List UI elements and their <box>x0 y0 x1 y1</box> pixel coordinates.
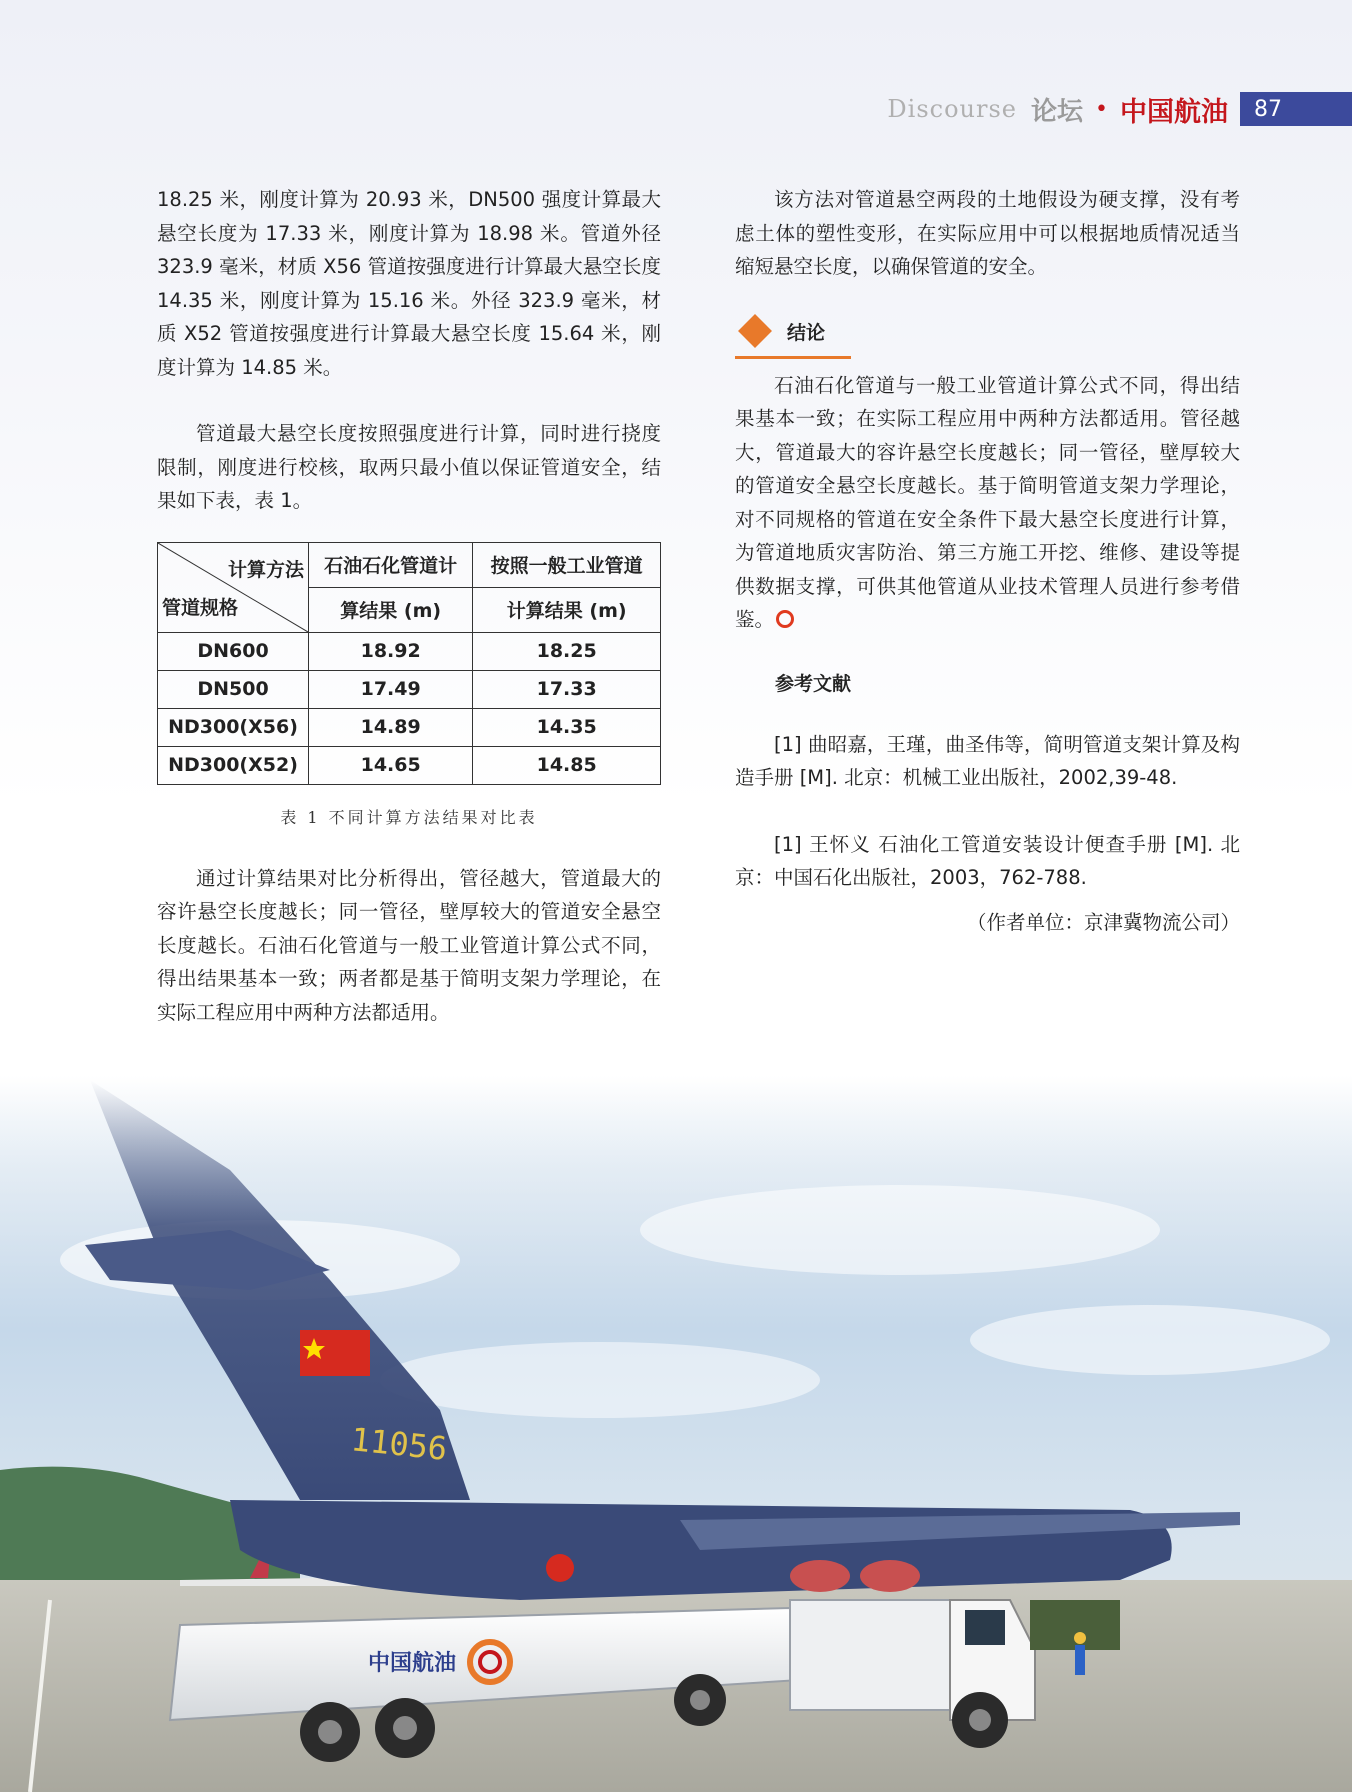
section-label-en: Discourse <box>887 95 1017 123</box>
page-number: 87 <box>1240 92 1352 126</box>
right-column <box>735 183 1240 935</box>
comparison-table <box>157 542 661 785</box>
table-row <box>158 708 661 746</box>
table-cell: 18.25 <box>473 632 661 670</box>
diamond-icon <box>738 314 772 348</box>
header-spec: 管道规格 <box>162 596 239 619</box>
left-column <box>157 183 661 1029</box>
author-affiliation: （作者单位：京津冀物流公司） <box>966 910 1240 934</box>
table-cell: 14.35 <box>473 708 661 746</box>
paragraph: 18.25 米，刚度计算为 20.93 米，DN500 强度计算最大悬空长度为 17.33 米，刚度计算为 18.98 米。管道外径 323.9 毫米，材质 X56 管道按强度进行计算最大悬空长度 14.35 米，刚度计算为 15.16 米。外径 323.9 毫米，材质 X52 管道按强度进行计算最大悬空长度 15.64 米，刚度计算为 14.85 米。 <box>157 188 661 379</box>
separator-dot: • <box>1095 96 1108 122</box>
running-header <box>887 92 1352 126</box>
references-title: 参考文献 <box>775 672 852 695</box>
column-header: 石油石化管道计 <box>309 542 473 587</box>
table-cell: 14.85 <box>473 746 661 784</box>
aircraft-refueling-photo <box>0 1080 1352 1792</box>
table-cell: 17.49 <box>309 670 473 708</box>
table-cell: ND300(X56) <box>158 708 309 746</box>
table-row <box>158 670 661 708</box>
truck-brand: 中国航油 <box>368 1651 457 1676</box>
tail-number: 11056 <box>349 1420 449 1469</box>
table-cell: DN500 <box>158 670 309 708</box>
section-title: 结论 <box>787 321 826 344</box>
paragraph: 管道最大悬空长度按照强度进行计算，同时进行挠度限制，刚度进行校核，取两只最小值以保证管道安全，结果如下表，表 1。 <box>157 422 661 512</box>
table-cell: DN600 <box>158 632 309 670</box>
paragraph: 通过计算结果对比分析得出，管径越大，管道最大的容许悬空长度越长；同一管径，壁厚较大的管道安全悬空长度越长。石油石化管道与一般工业管道计算公式不同，得出结果基本一致；两者都是基于简明支架力学理论，在实际工程应用中两种方法都适用。 <box>157 866 661 1024</box>
column-header: 计算结果 (m) <box>473 587 661 632</box>
table-row <box>158 746 661 784</box>
header-method: 计算方法 <box>227 558 304 581</box>
section-underline <box>735 356 851 359</box>
magazine-brand: 中国航油 <box>1120 96 1228 128</box>
paragraph <box>735 369 1240 637</box>
paragraph: 该方法对管道悬空两段的土地假设为硬支撑，没有考虑土体的塑性变形，在实际应用中可以根据地质情况适当缩短悬空长度，以确保管道的安全。 <box>735 188 1240 278</box>
table-cell: 14.89 <box>309 708 473 746</box>
section-heading <box>735 318 1240 345</box>
conclusion-text: 石油石化管道与一般工业管道计算公式不同，得出结果基本一致；在实际工程应用中两种方法都适用。管径越大，管道最大的容许悬空长度越长；同一管径，壁厚较大的管道安全悬空长度越长。基于简明管道支架力学理论，对不同规格的管道在安全条件下最大悬空长度进行计算，为管道地质灾害防治、第三方施工开挖、维修、建设等提供数据支撑，可供其他管道从业技术管理人员进行参考借鉴。 <box>735 373 1240 631</box>
reference-item: [1] 曲昭嘉，王瑾，曲圣伟等，简明管道支架计算及构造手册 [M]. 北京：机械工业出版社，2002,39-48. <box>735 732 1240 789</box>
table-caption: 表 1 不同计算方法结果对比表 <box>280 807 538 827</box>
reference-item: [1] 王怀义 石油化工管道安装设计便查手册 [M]. 北京：中国石化出版社，2003，762-788. <box>735 832 1240 889</box>
table-cell: 14.65 <box>309 746 473 784</box>
column-header: 算结果 (m) <box>309 587 473 632</box>
section-label-cn: 论坛 <box>1031 96 1084 127</box>
table-row <box>158 632 661 670</box>
table-cell: ND300(X52) <box>158 746 309 784</box>
end-mark-icon <box>776 610 794 628</box>
diagonal-header-cell <box>158 542 309 632</box>
table-cell: 18.92 <box>309 632 473 670</box>
column-header: 按照一般工业管道 <box>473 542 661 587</box>
table-cell: 17.33 <box>473 670 661 708</box>
